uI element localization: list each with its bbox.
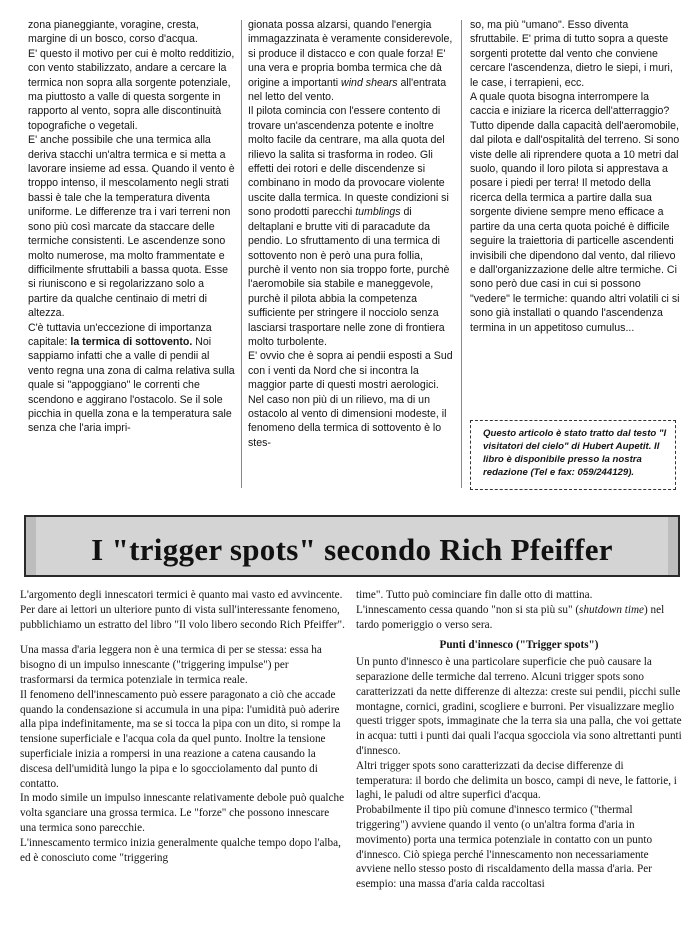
article1-column-1 xyxy=(28,18,236,436)
paragraph: E' anche possibile che una termica alla deriva stacchi un'altra termica e si metta a lavorare insieme ad essa. Quando il vento è troppo intenso, il mescolamento negli strati bassi è tale che la temperatura diventa uniforme. Le differenze tra i vari terreni non sono più così marcate da staccare delle termiche consistenti. Le ascendenze sono molto numerose, ma molto frammentate e difficilmente sfruttabili a bassa quota. Esse si riuniscono e si regolarizzano solo a partire da qualche centinaio di metri di altezza. xyxy=(28,134,235,320)
italic-term: shutdown time xyxy=(579,603,644,616)
source-note-box xyxy=(470,420,676,490)
paragraph xyxy=(248,18,453,104)
italic-term: tumblings xyxy=(355,206,401,219)
article2-column-left xyxy=(20,588,345,865)
subheading: Punti d'innesco ("Trigger spots") xyxy=(439,639,599,652)
bold-phrase: la termica di sottovento. xyxy=(70,335,193,348)
paragraph: A quale quota bisogna interrompere la caccia e iniziare la ricerca dell'atterraggio? Tutto dipende dalla capacità dell'aeromobile, dal pilota e dall'ospitalità del terreno. Si sono viste delle ali riprendere quota a 10 metri dal suolo, quando il loro pilota si apprestava a posare i piedi per terra! Il metodo della ricerca della termica a partire dalla sua sorgente diviene sempre meno efficace a partire da una certa quota poiché è difficile seguire la traiettoria di particelle ascendenti invisibili che dipendono dal vento, dal rilievo e dall'organizzazione delle altre termiche. Ci sono però due casi in cui si possono "vedere" le termiche: quando altri volatili ci si sono già installati o quando l'ascendenza termina in un appetitoso cumulus... xyxy=(470,91,680,334)
paragraph: L'innescamento termico inizia generalmente qualche tempo dopo l'alba, ed è conosciuto come "triggering xyxy=(20,836,341,864)
text-run: all'entrata nel letto del vento. xyxy=(248,76,447,104)
text-run: di deltaplani e brutte viti di paracadute da pendio. Lo sfruttamento di una termica di sottovento non è però una pura follia, purchè il vento non sia troppo forte, purchè l'aeromobile sia stabile e maneggevole, purchè il pilota abbia la competenza sufficiente per stringere il nocciolo senza lasciarsi trasportare nelle zone di frontiera molto turbolente. xyxy=(248,206,450,348)
article1-column-2 xyxy=(248,18,453,450)
text-run: C'è tuttavia un'eccezione di importanza capitale: xyxy=(28,321,212,348)
article2-column-right xyxy=(356,588,682,892)
paragraph: zona pianeggiante, voragine, cresta, margine di un bosco, corso d'acqua. xyxy=(28,19,199,46)
paragraph xyxy=(28,321,236,436)
text-run: L'innescamento cessa quando "non si sta più su" ( xyxy=(356,603,580,616)
spacer xyxy=(20,632,345,643)
paragraph xyxy=(356,603,682,633)
intro-paragraph: L'argomento degli innescatori termici è quanto mai vasto ed avvincente. Per dare ai lettori un ulteriore punto di vista sull'interessante fenomeno, pubblichiamo un estratto del libro "Il volo libero secondo Rich Pfeiffer". xyxy=(20,589,345,631)
paragraph: Il fenomeno dell'innescamento può essere paragonato a ciò che accade quando la condensazione si accumula in una pipa: l'umidità può aderire alla pipa indefinitamente, ma se si tocca la pipa con un dito, si rompe la tensione superficiale e l'acqua cola da quel punto. Inoltre la tensione superficiale inizia a rompersi in una reazione a catena causando la discesa dell'umidità lungo la pipa e lo sgocciolamento dal punto di contatto. xyxy=(20,688,341,790)
paragraph: In modo simile un impulso innescante relativamente debole può qualche volta sganciare una grossa termica. Le "forze" che possono innescare una termica sono parecchie. xyxy=(20,792,345,834)
text-run: Noi sappiamo infatti che a valle di pendii al vento regna una zona di calma relativa sulla quale si "appoggiano" le correnti che scendono e aggirano l'ostacolo. Se il sole picchia in quella zona e la temperatura sale senza che l'aria impri- xyxy=(28,335,235,435)
paragraph: so, ma più "umano". Esso diventa sfruttabile. E' prima di tutto sopra a queste sorgenti protette dal vento che conviene cercare l'ascendenza, dietro le siepi, i muri, le case, i terrapieni, ecc. xyxy=(470,19,673,89)
banner-title: I "trigger spots" secondo Rich Pfeiffer xyxy=(91,532,613,567)
article1-column-3 xyxy=(470,18,680,335)
text-run: ) nel tardo pomeriggio o verso sera. xyxy=(356,603,665,631)
column-divider xyxy=(241,20,242,488)
italic-term: wind shears xyxy=(341,76,398,89)
text-run: Il pilota comincia con l'essere contento di trovare un'ascendenza potente e inoltre molto facile da centrare, ma alla quota del rilievo la salita si trasforma in rodeo. Gli effetti dei rotori e delle discendenze si combinano in modo da provocare violente uscite dalla termica. In queste condizioni si sono prodotti parecchi xyxy=(248,105,449,219)
paragraph xyxy=(248,104,453,349)
paragraph: Una massa d'aria leggera non è una termica di per se stessa: essa ha bisogno di un impulso innescante ("triggering impulse") per trasformarsi da termica potenziale in termica reale. xyxy=(20,644,322,686)
source-note: Questo articolo è stato tratto dal testo "I visitatori del cielo" di Hubert Aupetit. Il libro è disponibile presso la nostra redazione (Tel e fax: 059/244129). xyxy=(483,428,667,478)
paragraph: Altri trigger spots sono caratterizzati da decise differenze di temperatura: il bordo che delimita un bosco, campi di neve, le fattorie, i laghi, le paludi od altre superfici d'acqua. xyxy=(356,759,677,802)
section-banner xyxy=(24,515,680,577)
paragraph: E' questo il motivo per cui è molto redditizio, con vento stabilizzato, andare a cercare la termica non sopra alla sorgente potenziale, ma piuttosto a valle di questa sorgente in rapporto al vento, sopra alle discontinuità topografiche o vegetali. xyxy=(28,47,235,132)
paragraph: Un punto d'innesco è una particolare superficie che può causare la separazione delle termiche dal terreno. Alcuni trigger spots sono caratterizzati da nette differenze di altezza: creste sui pendii, picchi sulle montagne, cornici, gradini, scogliere e burroni. Per visualizzare meglio questi trigger spots, immaginate che la terra sia una palla, che voi gettate in acqua: tutti i punti dai quali l'acqua sgocciola via sono altrettanti punti d'innesco. xyxy=(356,656,682,757)
paragraph: E' ovvio che è sopra ai pendii esposti a Sud con i venti da Nord che si incontra la maggior parte di questi mostri aerologici. Nel caso non più di un rilievo, ma di un ostacolo al vento di dimensioni modeste, il fenomeno della termica di sottovento è lo stes- xyxy=(248,350,453,449)
paragraph: Probabilmente il tipo più comune d'innesco termico ("thermal triggering") avviene quando il vento (o un'altra forma d'aria in movimento) porta una termica potenziale in contatto con un punto d'innesco. Ciò spiega perché l'innescamento non necessariamente avviene nello stesso posto di riscaldamento della massa d'aria. Per esempio: una massa d'aria calda raccoltasi xyxy=(356,804,653,891)
text-run: gionata possa alzarsi, quando l'energia immagazzinata è veramente considerevole, si produce il distacco e con quale forza! E' una vera e propria bomba termica che dà origine a importanti xyxy=(248,19,453,89)
paragraph: time". Tutto può cominciare fin dalle otto di mattina. xyxy=(356,589,593,601)
column-divider xyxy=(461,20,462,488)
